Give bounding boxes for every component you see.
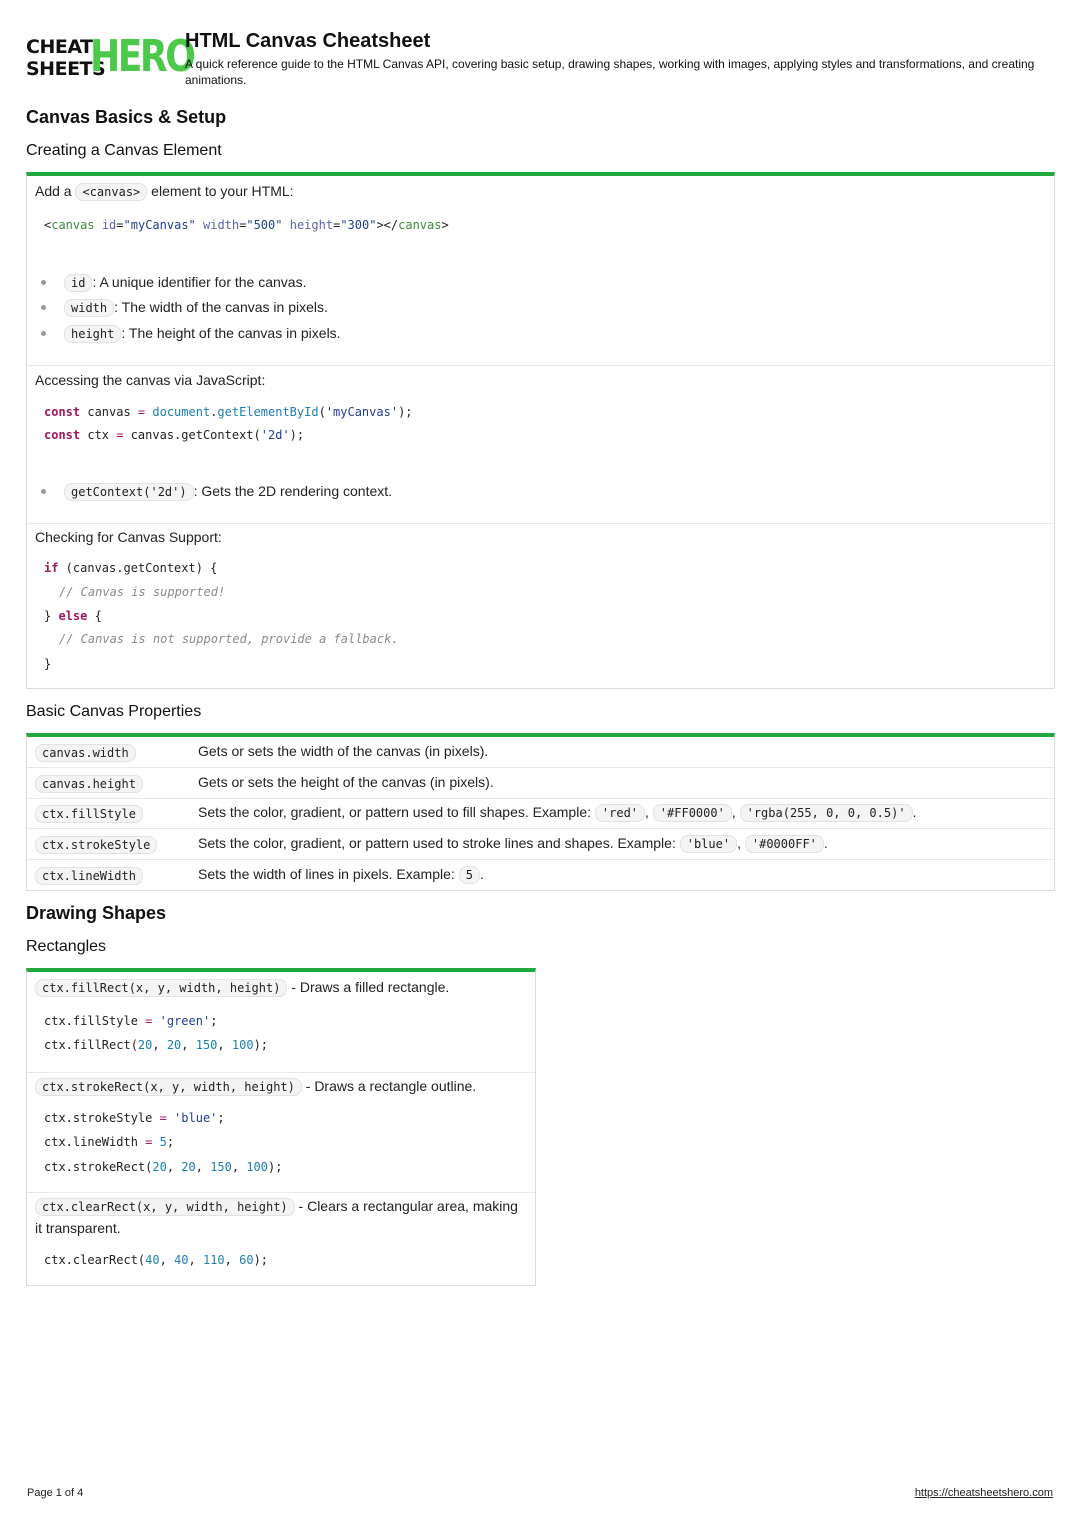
property-code: canvas.height <box>35 775 143 793</box>
footer-link[interactable]: https://cheatsheetshero.com <box>914 1487 1053 1499</box>
logo-sheets-text: SHEETS <box>26 58 106 80</box>
example-code: 5 <box>459 866 480 884</box>
inline-code: height <box>64 325 121 343</box>
method-desc: - Clears a rectangular area, making <box>294 1198 518 1214</box>
code-line: } <box>44 657 52 671</box>
bullet-icon <box>41 305 46 310</box>
bullet-text: : A unique identifier for the canvas. <box>92 274 307 290</box>
logo-cheat-text: CHEAT <box>26 36 93 58</box>
code-line: ctx.fillRect(20, 20, 150, 100); <box>44 1038 269 1052</box>
bullet-text: : The height of the canvas in pixels. <box>121 325 341 341</box>
bullet-icon <box>41 489 46 494</box>
page-number: Page 1 of 4 <box>27 1487 84 1499</box>
code-line: ctx.strokeRect(20, 20, 150, 100); <box>44 1160 283 1174</box>
code-line: ctx.lineWidth = 5; <box>44 1135 175 1149</box>
code-line: const canvas = document.getElementById('myCanvas'); <box>44 405 413 419</box>
method-signature-line <box>35 979 449 995</box>
table-row <box>27 860 1054 890</box>
example-code: 'blue' <box>680 835 737 853</box>
bullet-text: : The width of the canvas in pixels. <box>114 299 328 315</box>
block-clear-rect <box>27 1192 535 1286</box>
card-rectangles <box>26 968 536 1286</box>
code-line: if (canvas.getContext) { <box>44 561 218 575</box>
property-desc: Sets the width of lines in pixels. Example: 5 . <box>198 866 484 882</box>
method-desc-cont: it transparent. <box>35 1220 121 1236</box>
block-create-element <box>27 176 1054 366</box>
bullet-icon <box>41 280 46 285</box>
table-row <box>27 829 1054 860</box>
code-comment: // Canvas is supported! <box>59 585 226 599</box>
code-line: ctx.fillStyle = 'green'; <box>44 1014 218 1028</box>
property-desc: Sets the color, gradient, or pattern used to stroke lines and shapes. Example: 'blue' , '#0000FF' . <box>198 835 828 851</box>
block-fill-rect <box>27 972 535 1073</box>
cheatsheetshero-logo[interactable] <box>26 31 194 82</box>
property-desc: Sets the color, gradient, or pattern used to fill shapes. Example: 'red' , '#FF0000' , 'rgba(255, 0, 0, 0.5)' . <box>198 804 917 820</box>
property-code: ctx.strokeStyle <box>35 836 157 854</box>
code-line: } else { <box>44 609 102 623</box>
intro-text <box>35 183 294 199</box>
property-code: ctx.lineWidth <box>35 867 143 885</box>
subsection-title-creating: Creating a Canvas Element <box>26 142 222 159</box>
table-row <box>27 768 1054 799</box>
example-code: '#FF0000' <box>653 804 732 822</box>
code-comment: // Canvas is not supported, provide a fallback. <box>59 632 399 646</box>
section-title-basics: Canvas Basics & Setup <box>26 107 227 127</box>
logo-hero-text: HERO <box>90 31 194 82</box>
method-desc: - Draws a filled rectangle. <box>287 979 450 995</box>
code-line: ctx.strokeStyle = 'blue'; <box>44 1111 225 1125</box>
inline-code-canvas: <canvas> <box>75 183 147 201</box>
inline-code: width <box>64 299 114 317</box>
intro-after: element to your HTML: <box>151 183 294 199</box>
page-subtitle: A quick reference guide to the HTML Canvas API, covering basic setup, drawing shapes, working with images, applying styles and transformations, and creating animations. <box>185 57 1035 87</box>
intro-before: Add a <box>35 183 72 199</box>
bullet-text: : Gets the 2D rendering context. <box>193 483 393 499</box>
example-code: 'rgba(255, 0, 0, 0.5)' <box>740 804 913 822</box>
method-signature-line <box>35 1078 476 1094</box>
property-code: canvas.width <box>35 744 136 762</box>
bullet-icon <box>41 331 46 336</box>
block-access-canvas <box>27 365 1054 524</box>
card-creating-canvas <box>26 172 1055 689</box>
example-code: 'red' <box>595 804 645 822</box>
support-intro: Checking for Canvas Support: <box>35 529 222 545</box>
method-signature-line <box>35 1198 518 1214</box>
subsection-title-rectangles: Rectangles <box>26 938 107 955</box>
property-desc: Gets or sets the height of the canvas (in pixels). <box>198 774 494 790</box>
subsection-title-properties: Basic Canvas Properties <box>26 703 202 720</box>
page-header <box>26 30 1056 90</box>
method-code: ctx.fillRect(x, y, width, height) <box>35 979 287 997</box>
inline-code: getContext('2d') <box>64 483 194 501</box>
table-row <box>27 798 1054 829</box>
method-code: ctx.strokeRect(x, y, width, height) <box>35 1078 302 1096</box>
property-code: ctx.fillStyle <box>35 805 143 823</box>
property-desc: Gets or sets the width of the canvas (in pixels). <box>198 743 489 759</box>
section-title-drawing: Drawing Shapes <box>26 903 167 923</box>
table-row <box>27 737 1054 768</box>
block-support-check <box>27 523 1054 689</box>
inline-code: id <box>64 274 92 292</box>
example-code: '#0000FF' <box>745 835 824 853</box>
block-stroke-rect <box>27 1072 535 1193</box>
method-desc: - Draws a rectangle outline. <box>301 1078 477 1094</box>
card-properties <box>26 733 1055 891</box>
code-line: ctx.clearRect(40, 40, 110, 60); <box>44 1253 269 1267</box>
code-line: const ctx = canvas.getContext('2d'); <box>44 428 305 442</box>
access-intro: Accessing the canvas via JavaScript: <box>35 372 266 388</box>
code-canvas-element: <canvas id="myCanvas" width="500" height="300"></canvas> <box>44 218 449 232</box>
page-title: HTML Canvas Cheatsheet <box>185 30 431 52</box>
method-code: ctx.clearRect(x, y, width, height) <box>35 1198 295 1216</box>
